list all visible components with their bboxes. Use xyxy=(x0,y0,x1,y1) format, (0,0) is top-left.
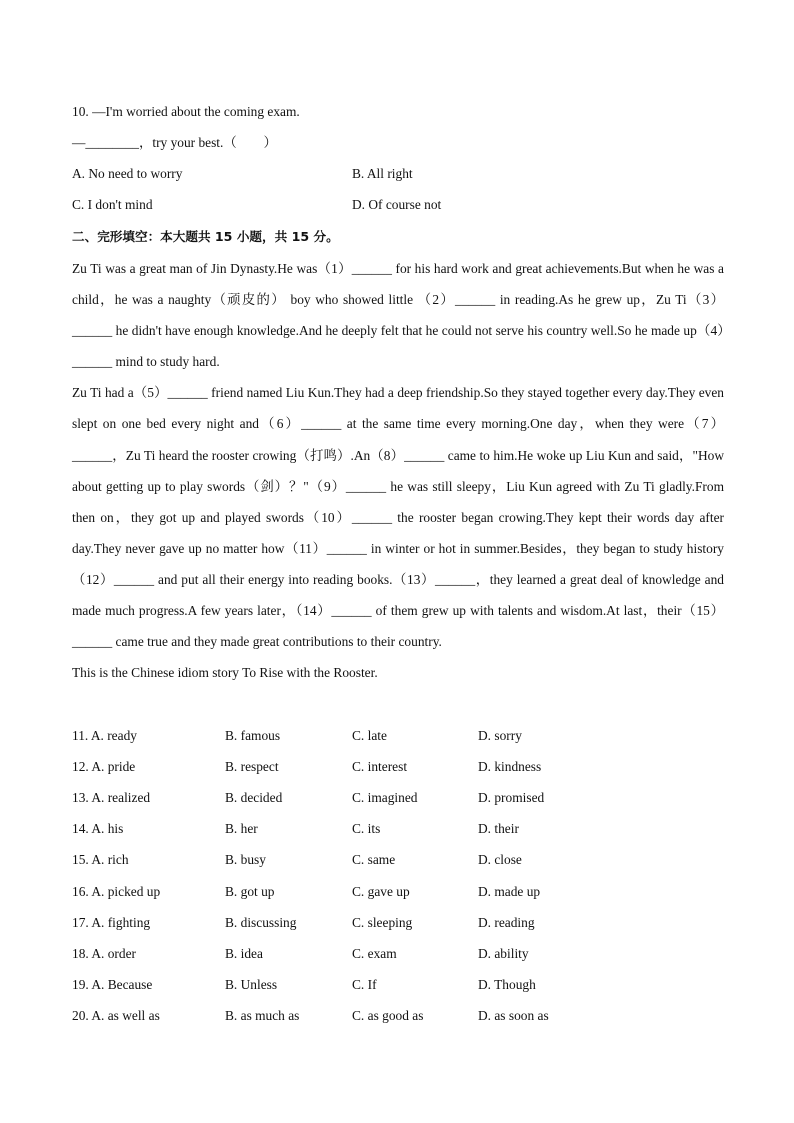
question-number: 14. xyxy=(72,821,89,837)
question-option-b: B. got up xyxy=(225,883,275,899)
question-option-c: C. sleeping xyxy=(352,914,413,930)
question-option-b: B. decided xyxy=(225,790,283,806)
question-option-a xyxy=(72,914,150,932)
question-option-a xyxy=(72,851,129,869)
question-option-d: D. made up xyxy=(478,883,541,899)
question-option-c: C. exam xyxy=(352,945,397,961)
question-10-stem: 10. —I'm worried about the coming exam. xyxy=(72,104,300,119)
question-option-c: C. same xyxy=(352,852,396,868)
question-option-b: B. as much as xyxy=(225,1007,300,1023)
question-option-b: B. Unless xyxy=(225,976,278,992)
question-10-reply: —________，try your best.（ ） xyxy=(72,135,277,150)
option-a-text: A. as well as xyxy=(91,1007,160,1023)
question-number: 12. xyxy=(72,759,89,775)
section-title: 二、完形填空：本大题共 15 小题，共 15 分。 xyxy=(72,229,339,244)
question-number: 19. xyxy=(72,976,89,992)
question-option-d: D. as soon as xyxy=(478,1007,549,1023)
question-option-c: C. as good as xyxy=(352,1007,424,1023)
passage-paragraph-2: Zu Ti had a（5）______ friend named Liu Kun.They had a deep friendship.So they stayed together every day.They even slept on one bed every night and（6）______ at the same time every morning.One day，when they were（7）______，Zu Ti heard the rooster crowing（打鸣）.An（8）______ came to him.He woke up Liu Kun and said，"How about getting up to play swords（剑）？"（9）______ he was still sleepy，Liu Kun agreed with Zu Ti gladly.From then on，they got up and played swords（10）______ the rooster began crowing.They kept their words day after day.They never gave up no matter how（11）______ in winter or hot in summer.Besides，they began to study history（12）______ and put all their energy into reading books.（13）______，they learned a great deal of knowledge and made much progress.A few years later，（14）______ of them grew up with talents and wisdom.At last，their（15）______ came true and they made great contributions to their country. xyxy=(72,385,724,650)
question-number: 18. xyxy=(72,945,89,961)
question-option-b: B. famous xyxy=(225,728,281,743)
question-option-c: C. late xyxy=(352,728,387,743)
question-option-d: D. sorry xyxy=(478,728,522,743)
question-option-c: C. gave up xyxy=(352,883,410,899)
option-a-text: A. realized xyxy=(91,790,151,806)
question-option-d: D. promised xyxy=(478,790,545,806)
cloze-passage xyxy=(72,253,724,688)
passage-paragraph-1: Zu Ti was a great man of Jin Dynasty.He was（1）______ for his hard work and great achievements.But when he was a child，he was a naughty（顽皮的） boy who showed little （2）______ in reading.As he grew up，Zu Ti（3）______ he didn't have enough knowledge.And he deeply felt that he could not serve his country well.So he made up（4）______ mind to study hard. xyxy=(72,261,724,370)
option-a-text: A. his xyxy=(91,821,124,837)
question-option-d: D. close xyxy=(478,852,522,868)
passage-paragraph-3: This is the Chinese idiom story To Rise with the Rooster. xyxy=(72,665,378,681)
option-a-text: A. picked up xyxy=(91,883,161,899)
question-number: 16. xyxy=(72,883,89,899)
option-a-text: A. order xyxy=(91,945,136,961)
question-number: 20. xyxy=(72,1007,89,1023)
question-option-a xyxy=(72,727,137,745)
option-a-text: A. pride xyxy=(91,759,136,775)
question-option-a xyxy=(72,945,136,963)
question-option-d: D. ability xyxy=(478,945,529,961)
question-option-a xyxy=(72,976,152,994)
question-option-c: C. its xyxy=(352,821,381,837)
question-option-a xyxy=(72,758,135,776)
question-option-c: C. If xyxy=(352,976,377,992)
question-10-option-b: B. All right xyxy=(352,166,413,181)
question-10-option-a: A. No need to worry xyxy=(72,166,183,181)
question-number: 11. xyxy=(72,728,89,743)
question-option-c: C. interest xyxy=(352,759,408,775)
question-number: 13. xyxy=(72,790,89,806)
question-option-a xyxy=(72,883,160,901)
question-option-d: D. kindness xyxy=(478,759,542,775)
option-a-text: A. fighting xyxy=(91,914,151,930)
question-option-b: B. her xyxy=(225,821,258,837)
question-number: 15. xyxy=(72,852,89,868)
option-a-text: A. rich xyxy=(91,852,129,868)
question-option-b: B. respect xyxy=(225,759,279,775)
question-option-a xyxy=(72,789,150,807)
question-option-a xyxy=(72,1007,160,1025)
question-10-option-d: D. Of course not xyxy=(352,197,442,212)
question-option-c: C. imagined xyxy=(352,790,418,806)
question-option-d: D. reading xyxy=(478,914,535,930)
question-10-option-c: C. I don't mind xyxy=(72,197,153,212)
question-option-a xyxy=(72,820,123,838)
question-option-d: D. Though xyxy=(478,976,536,992)
question-option-d: D. their xyxy=(478,821,519,837)
question-option-b: B. busy xyxy=(225,852,266,868)
question-number: 17. xyxy=(72,914,89,930)
question-option-b: B. discussing xyxy=(225,914,297,930)
option-a-text: A. ready xyxy=(90,728,137,743)
option-a-text: A. Because xyxy=(91,976,153,992)
question-option-b: B. idea xyxy=(225,945,263,961)
